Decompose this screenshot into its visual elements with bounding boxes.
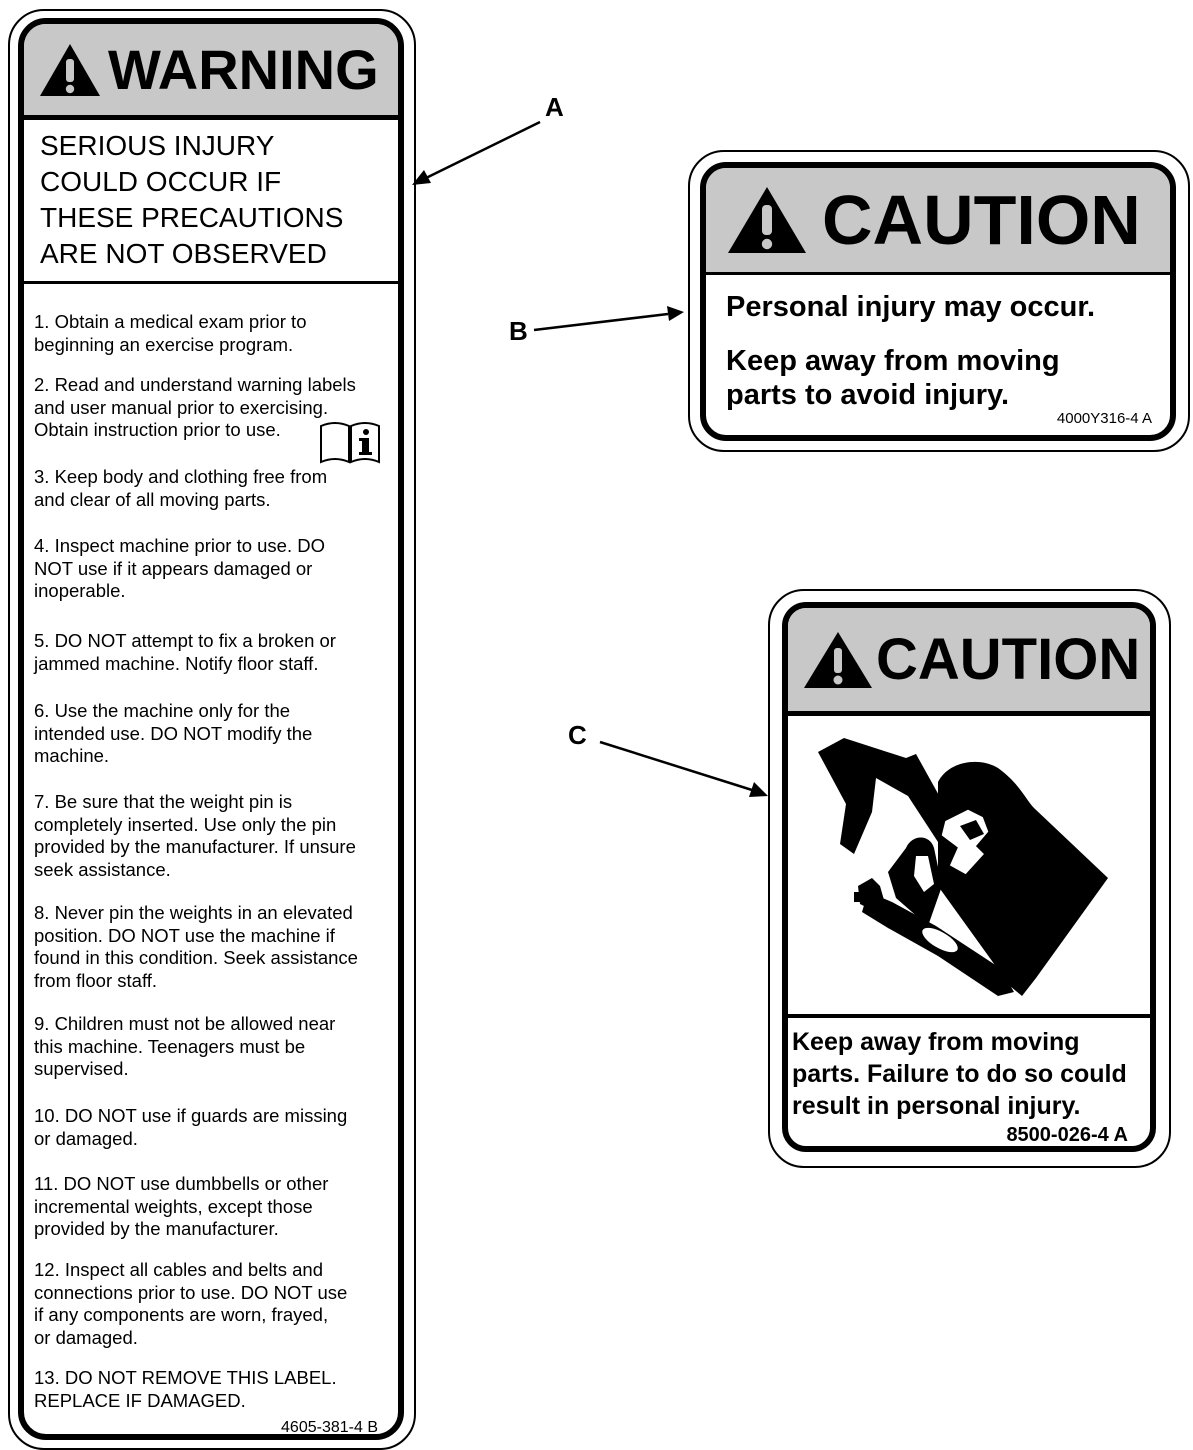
- label-a-item-13: 13. DO NOT REMOVE THIS LABEL. REPLACE IF DAMAGED.: [34, 1367, 337, 1411]
- label-a-part-number: 4605-381-4 B: [281, 1419, 378, 1436]
- label-a-item-3: 3. Keep body and clothing free from and clear of all moving parts.: [34, 466, 328, 510]
- label-b-header-divider: [706, 272, 1170, 275]
- label-c-header-text: CAUTION: [876, 626, 1141, 692]
- label-b: [700, 162, 1176, 441]
- label-a-item-12: 12. Inspect all cables and belts and connections prior to use. DO NOT use if any components are worn, frayed, or damaged.: [34, 1259, 348, 1348]
- label-a-item-4: 4. Inspect machine prior to use. DO NOT use if it appears damaged or inoperable.: [34, 535, 325, 601]
- label-b-header-text: CAUTION: [822, 181, 1141, 259]
- label-c: [782, 602, 1156, 1152]
- label-c-part-number: 8500-026-4 A: [1006, 1124, 1128, 1146]
- label-b-header: [706, 168, 1170, 272]
- warning-triangle-icon: [802, 630, 874, 690]
- label-a-item-10: 10. DO NOT use if guards are missing or damaged.: [34, 1105, 348, 1149]
- label-c-image-divider: [788, 1014, 1150, 1018]
- label-a-item-7: 7. Be sure that the weight pin is completely inserted. Use only the pin provided by the manufacturer. If unsure seek assistance.: [34, 791, 356, 880]
- label-a-items: [34, 24, 404, 1434]
- label-b-line1: Personal injury may occur.: [726, 291, 1096, 323]
- label-b-part-number: 4000Y316-4 A: [1056, 410, 1152, 427]
- callout-b-letter: B: [509, 316, 528, 346]
- label-a-item-2: 2. Read and understand warning labels and user manual prior to exercising. Obtain instruction prior to use.: [34, 374, 356, 440]
- callout-c-letter: C: [568, 720, 587, 750]
- warning-triangle-icon: [726, 185, 808, 255]
- label-a: [18, 18, 404, 1440]
- label-b-line2: Keep away from moving parts to avoid injury.: [726, 345, 1060, 411]
- label-a-item-1: 1. Obtain a medical exam prior to beginning an exercise program.: [34, 311, 307, 355]
- label-a-item-11: 11. DO NOT use dumbbells or other incremental weights, except those provided by the manufacturer.: [34, 1173, 329, 1239]
- label-c-header: [788, 608, 1150, 711]
- callout-a-letter: A: [545, 92, 564, 122]
- label-a-header-text: WARNING: [108, 37, 379, 101]
- label-c-message: Keep away from moving parts. Failure to do so could result in personal injury.: [792, 1028, 1127, 1120]
- label-a-item-9: 9. Children must not be allowed near this machine. Teenagers must be supervised.: [34, 1013, 336, 1079]
- label-a-item-6: 6. Use the machine only for the intended use. DO NOT modify the machine.: [34, 700, 313, 766]
- manual-info-icon: [318, 418, 382, 466]
- label-a-intro: SERIOUS INJURY COULD OCCUR IF THESE PRECAUTIONS ARE NOT OBSERVED: [40, 130, 344, 269]
- label-a-item-5: 5. DO NOT attempt to fix a broken or jammed machine. Notify floor staff.: [34, 630, 336, 674]
- hand-pinch-hazard-icon: [788, 716, 1150, 1012]
- label-a-item-8: 8. Never pin the weights in an elevated position. DO NOT use the machine if found in this condition. Seek assistance from floor staff.: [34, 902, 358, 991]
